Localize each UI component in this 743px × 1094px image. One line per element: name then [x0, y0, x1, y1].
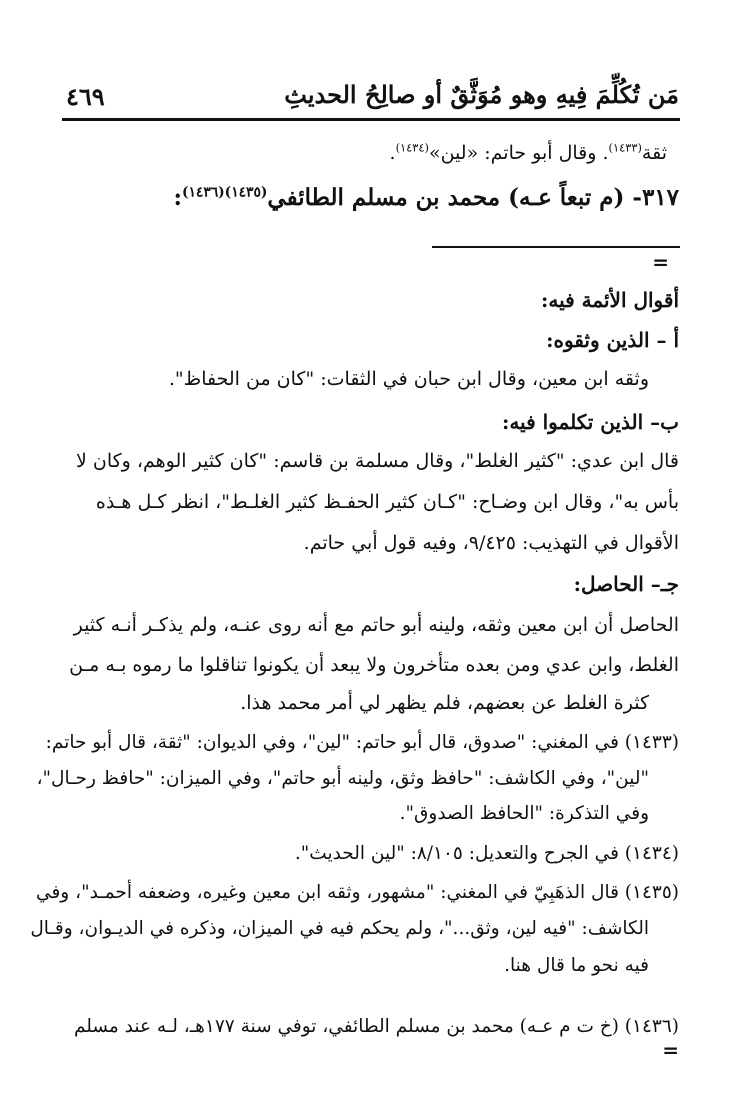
- section-b-line-1: قال ابن عدي: "كثير الغلط"، وقال مسلمة بن قاسم: "كان كثير الوهم، وكان لا: [76, 450, 679, 472]
- header-rule: [62, 118, 680, 121]
- footnote-1433-line-1: (١٤٣٣) في المغني: "صدوق، قال أبو حاتم: "لين"، وفي الديوان: "ثقة، قال أبو حاتم:: [45, 732, 679, 753]
- entry-title-end: :: [173, 184, 182, 211]
- section-separator: [432, 246, 680, 248]
- continuation-text: ثقة: [641, 142, 667, 164]
- running-title: مَن تُكُلِّمَ فِيهِ وهو مُوَثَّقٌ أو صالِحُ الحديثِ: [284, 80, 679, 109]
- section-c-line-3: كثرة الغلط عن بعضهم، فلم يظهر لي أمر محمد هذا.: [240, 692, 649, 714]
- footnote-1435-line-1: (١٤٣٥) قال الذهَبِيّ في المغني: "مشهور، وثقه ابن معين وغيره، وضعفه أحمـد"، وفي: [36, 882, 679, 903]
- footnote-1436-line-1: (١٤٣٦) (خ ت م عـه) محمد بن مسلم الطائفي، توفي سنة ١٧٧هـ، لـه عند مسلم: [73, 1016, 679, 1037]
- footnote-continuation-mark: =: [662, 1038, 679, 1062]
- footnote-1433-line-2: "لين"، وفي الكاشف: "حافظ وثق، ولينه أبو حاتم"، وفي الميزان: "حافظ رحـال"،: [36, 768, 649, 789]
- footnote-1434-line-1: (١٤٣٤) في الجرح والتعديل: ٨/١٠٥: "لين الحديث".: [294, 843, 679, 864]
- entry-title: [173, 184, 679, 211]
- entry-title-text: ٣١٧- (م تبعاً عـه) محمد بن مسلم الطائفي: [267, 184, 679, 211]
- footnote-ref-1434: (١٤٣٤): [395, 140, 429, 155]
- footnote-ref-1433: (١٤٣٣): [608, 140, 642, 155]
- section-b-line-3: الأقوال في التهذيب: ٩/٤٢٥، وفيه قول أبي حاتم.: [303, 532, 679, 554]
- imams-heading: أقوال الأئمة فيه:: [541, 288, 679, 312]
- section-c-line-2: الغلط، وابن عدي ومن بعده متأخرون ولا يبعد أن يكونوا تناقلوا ما رموه بـه مـن: [69, 654, 679, 676]
- continuation-quote: . وقال أبو حاتم: «لين»: [428, 142, 609, 164]
- section-a-heading: أ – الذين وثقوه:: [546, 328, 679, 352]
- footnote-1433-line-3: وفي التذكرة: "الحافظ الصدوق".: [399, 803, 649, 824]
- section-b-line-2: بأس به"، وقال ابن وضـاح: "كـان كثير الحفـظ كثير الغلـط"، انظر كـل هـذه: [95, 491, 679, 513]
- footnote-1435-line-2: الكاشف: "فيه لين، وثق..."، ولم يحكم فيه في الميزان، وذكره في الديـوان، وقـال: [30, 918, 649, 939]
- section-b-heading: ب– الذين تكلموا فيه:: [501, 410, 679, 434]
- section-a-line-1: وثقه ابن معين، وقال ابن حبان في الثقات: "كان من الحفاظ".: [168, 368, 649, 390]
- continuation-line: [389, 140, 667, 164]
- continuation-mark: =: [652, 250, 669, 274]
- section-c-line-1: الحاصل أن ابن معين وثقه، ولينه أبو حاتم مع أنه روى عنـه، ولم يذكـر أنـه كثير: [73, 614, 679, 636]
- entry-footnote-refs: (١٤٣٥)(١٤٣٦): [181, 184, 268, 201]
- page-number: ٤٦٩: [66, 82, 105, 111]
- continuation-end: .: [389, 142, 396, 164]
- footnote-1435-line-3: فيه نحو ما قال هنا.: [504, 955, 649, 976]
- section-c-heading: جـ– الحاصل:: [573, 572, 679, 596]
